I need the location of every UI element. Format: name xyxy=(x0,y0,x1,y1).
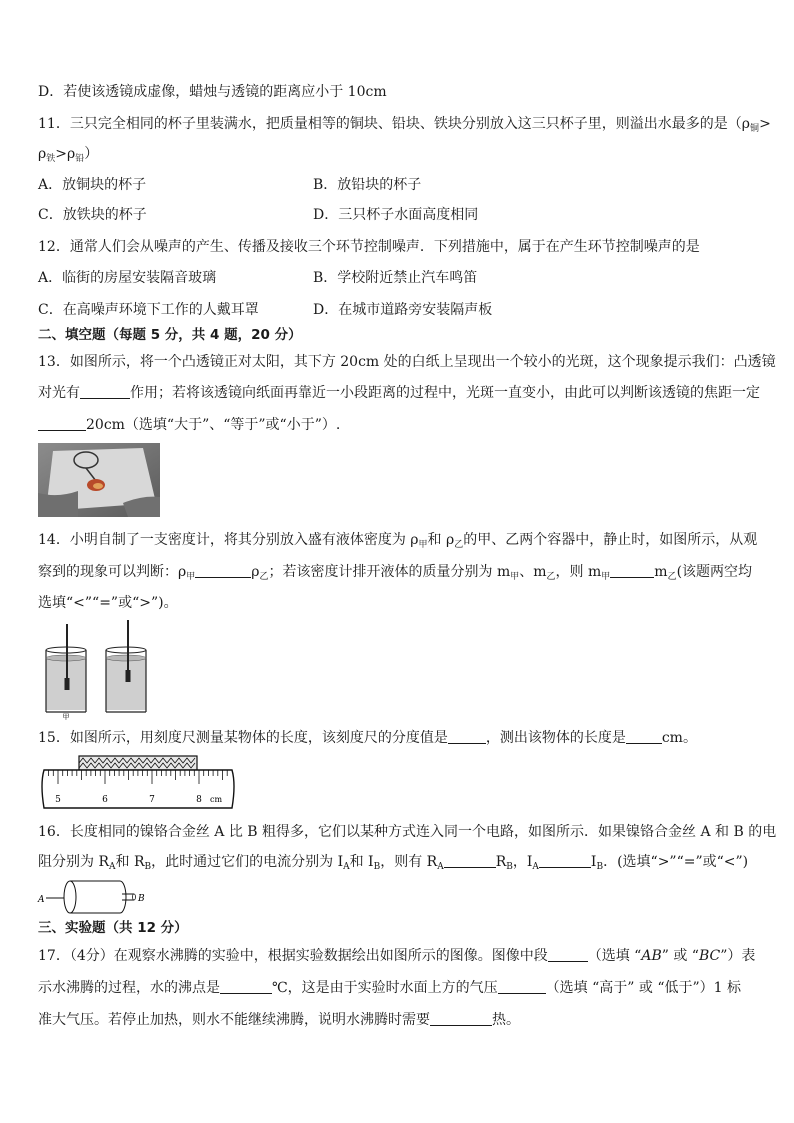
q14-line2 xyxy=(38,562,752,587)
q17-l2c: （选填 “高于” 或 “低于”）1 标 xyxy=(545,980,742,996)
q17-blank-3[interactable] xyxy=(498,979,546,994)
q17-l2a: 示水沸腾的过程，水的沸点是 xyxy=(38,980,220,996)
q16-l2e: ，则有 R xyxy=(380,854,438,870)
q11-option-c: C．放铁块的杯子 xyxy=(38,207,147,223)
q11-option-a: A．放铜块的杯子 xyxy=(38,177,147,193)
q16-l2b: 和 R xyxy=(115,854,145,870)
q16-l2d: 和 I xyxy=(349,854,374,870)
q12-option-d: D．在城市道路旁安装隔声板 xyxy=(313,302,493,318)
q16-sub-b3: B xyxy=(506,862,513,872)
ruler-label-7: 7 xyxy=(149,795,155,805)
wire-label-a: A xyxy=(38,895,45,905)
q17-line2 xyxy=(38,978,741,998)
q14-l2g: (该题两空均 xyxy=(676,564,753,580)
q14-l2f: m xyxy=(654,564,668,580)
q16-l2c: ，此时通过它们的电流分别为 I xyxy=(151,854,344,870)
q16-blank-2[interactable] xyxy=(539,853,591,868)
q14-l1a: 14．小明自制了一支密度计，将其分别放入盛有液体密度为 ρ xyxy=(38,532,419,548)
ruler-label-8: 8 xyxy=(196,795,202,805)
q14-sub-yi-3: 乙 xyxy=(546,572,556,582)
q17-line1 xyxy=(38,946,755,966)
q14-blank-2[interactable] xyxy=(610,563,654,578)
q14-l2a: 察到的现象可以判断：ρ xyxy=(38,564,187,580)
q15-blank-1[interactable] xyxy=(448,729,486,744)
q17-bc: BC xyxy=(698,948,721,964)
q15-a: 15．如图所示，用刻度尺测量某物体的长度，该刻度尺的分度值是 xyxy=(38,730,448,746)
q14-l2d: 、m xyxy=(519,564,547,580)
q14-l2e: ，则 m xyxy=(555,564,602,580)
wire-b-thin xyxy=(122,894,136,900)
q13-l2a: 对光有 xyxy=(38,385,80,401)
q17-l1a: 17．（4分）在观察水沸腾的实验中，根据实验数据绘出如图所示的图像。图像中段 xyxy=(38,948,548,964)
q17-l2b: ℃，这是由于实验时水面上方的气压 xyxy=(272,980,498,996)
q15-ruler-figure xyxy=(38,754,238,810)
q16-sub-a1: A xyxy=(109,862,116,872)
q16-line1: 16．长度相同的镍铬合金丝 A 比 B 粗得多，它们以某种方式连入同一个电路，如图所示．如果镍铬合金丝 A 和 B 的电 xyxy=(38,824,777,840)
q13-lens-photo xyxy=(38,443,160,517)
q11-sub-copper: 铜 xyxy=(750,124,760,134)
section-3-heading: 三、实验题（共 12 分） xyxy=(38,920,188,936)
q11-stem-cont xyxy=(38,144,98,169)
q14-l1c: 的甲、乙两个容器中，静止时，如图所示，从观 xyxy=(463,532,758,548)
q14-sub-yi-4: 乙 xyxy=(667,572,677,582)
q14-sub-jia: 甲 xyxy=(418,540,428,550)
q14-blank-1[interactable] xyxy=(195,563,251,578)
q16-l2h: I xyxy=(590,854,597,870)
q17-l3a: 准大气压。若停止加热，则水不能继续沸腾，说明水沸腾时需要 xyxy=(38,1012,430,1028)
wire-label-b: B xyxy=(138,894,145,904)
q11-close: ） xyxy=(84,146,99,162)
q14-line1 xyxy=(38,530,757,555)
q14-sub-jia-3: 甲 xyxy=(510,572,520,582)
q11-sub-iron: 铁 xyxy=(46,154,56,164)
q16-blank-1[interactable] xyxy=(444,853,496,868)
q14-l2b: ρ xyxy=(251,564,260,580)
q13-l3: 20cm（选填“大于”、“等于”或“小于”）. xyxy=(86,417,341,433)
q16-wires-figure xyxy=(36,878,156,916)
q10-option-d: D．若使该透镜成虚像，蜡烛与透镜的距离应小于 10cm xyxy=(38,84,387,100)
q14-l1b: 和 ρ xyxy=(427,532,455,548)
ruler-label-5: 5 xyxy=(55,795,61,805)
q14-beakers-figure xyxy=(40,620,150,720)
q17-l1c: ” 或 “ xyxy=(661,948,699,964)
ruler-label-6: 6 xyxy=(102,795,108,805)
q12-option-a: A．临街的房屋安装隔音玻璃 xyxy=(38,270,217,286)
q15-c: cm。 xyxy=(661,730,697,746)
q12-option-b: B．学校附近禁止汽车鸣笛 xyxy=(313,270,478,286)
q16-l2a: 阻分别为 R xyxy=(38,854,109,870)
q16-l2g: ，I xyxy=(512,854,533,870)
q13-l2b: 作用；若将该透镜向纸面再靠近一小段距离的过程中，光斑一直变小，由此可以判断该透镜的焦距一定 xyxy=(130,385,760,401)
q14-sub-yi-2: 乙 xyxy=(259,572,269,582)
wire-a-thick xyxy=(64,881,126,913)
q14-sub-jia-2: 甲 xyxy=(186,572,196,582)
q15-blank-2[interactable] xyxy=(626,729,662,744)
q16-l2f: R xyxy=(495,854,507,870)
q16-l2i: ．(选填“>”“=”或“<”) xyxy=(603,854,749,870)
q13-line3 xyxy=(38,415,340,435)
section-2-heading: 二、填空题（每题 5 分，共 4 题，20 分） xyxy=(38,327,302,343)
q16-sub-b4: B xyxy=(596,862,604,872)
q17-line3 xyxy=(38,1010,520,1030)
q13-line2 xyxy=(38,383,760,403)
q17-l1d: ”）表 xyxy=(720,948,756,964)
q12-option-c: C．在高噪声环境下工作的人戴耳罩 xyxy=(38,302,259,318)
q11-gt2: >ρ xyxy=(55,146,76,162)
q13-blank-2[interactable] xyxy=(38,416,86,431)
q13-line1: 13．如图所示，将一个凸透镜正对太阳，其下方 20cm 处的白纸上呈现出一个较小的光斑，这个现象提示我们：凸透镜 xyxy=(38,354,776,370)
q16-sub-a2: A xyxy=(343,862,350,872)
q16-sub-b1: B xyxy=(144,862,152,872)
beaker-label-jia: 甲 xyxy=(62,713,70,720)
ruler-unit: cm xyxy=(210,795,223,804)
beaker-yi xyxy=(106,620,146,712)
q11-gt: > xyxy=(759,116,771,132)
q17-ab: AB xyxy=(641,948,662,964)
q14-line3: 选填“<”“=”或“>”)。 xyxy=(38,595,178,611)
beaker-jia xyxy=(46,624,86,712)
q14-l2c: ；若该密度计排开液体的质量分别为 m xyxy=(268,564,511,580)
q15-line xyxy=(38,728,697,748)
q11-option-b: B．放铅块的杯子 xyxy=(313,177,422,193)
q12-stem: 12．通常人们会从噪声的产生、传播及接收三个环节控制噪声．下列措施中，属于在产生环节控制噪声的是 xyxy=(38,239,700,255)
q16-sub-a4: A xyxy=(532,862,539,872)
q11-option-d: D．三只杯子水面高度相同 xyxy=(313,207,479,223)
q11-stem-text: 11．三只完全相同的杯子里装满水，把质量相等的铜块、铅块、铁块分别放入这三只杯子里，则溢出水最多的是（ρ xyxy=(38,116,751,132)
q11-sub-lead: 铅 xyxy=(75,154,85,164)
q17-blank-4[interactable] xyxy=(430,1011,492,1026)
q17-l1b: （选填 “ xyxy=(587,948,642,964)
q15-b: ，测出该物体的长度是 xyxy=(485,730,626,746)
q17-blank-1[interactable] xyxy=(548,947,588,962)
q14-sub-jia-4: 甲 xyxy=(601,572,611,582)
q13-blank-1[interactable] xyxy=(80,384,130,399)
q16-sub-b2: B xyxy=(373,862,381,872)
q11-stem xyxy=(38,114,771,139)
q11-rho: ρ xyxy=(38,146,47,162)
q16-sub-a3: A xyxy=(437,862,444,872)
q16-line2 xyxy=(38,852,748,877)
q14-sub-yi: 乙 xyxy=(454,540,464,550)
q17-blank-2[interactable] xyxy=(220,979,272,994)
q17-l3b: 热。 xyxy=(492,1012,520,1028)
